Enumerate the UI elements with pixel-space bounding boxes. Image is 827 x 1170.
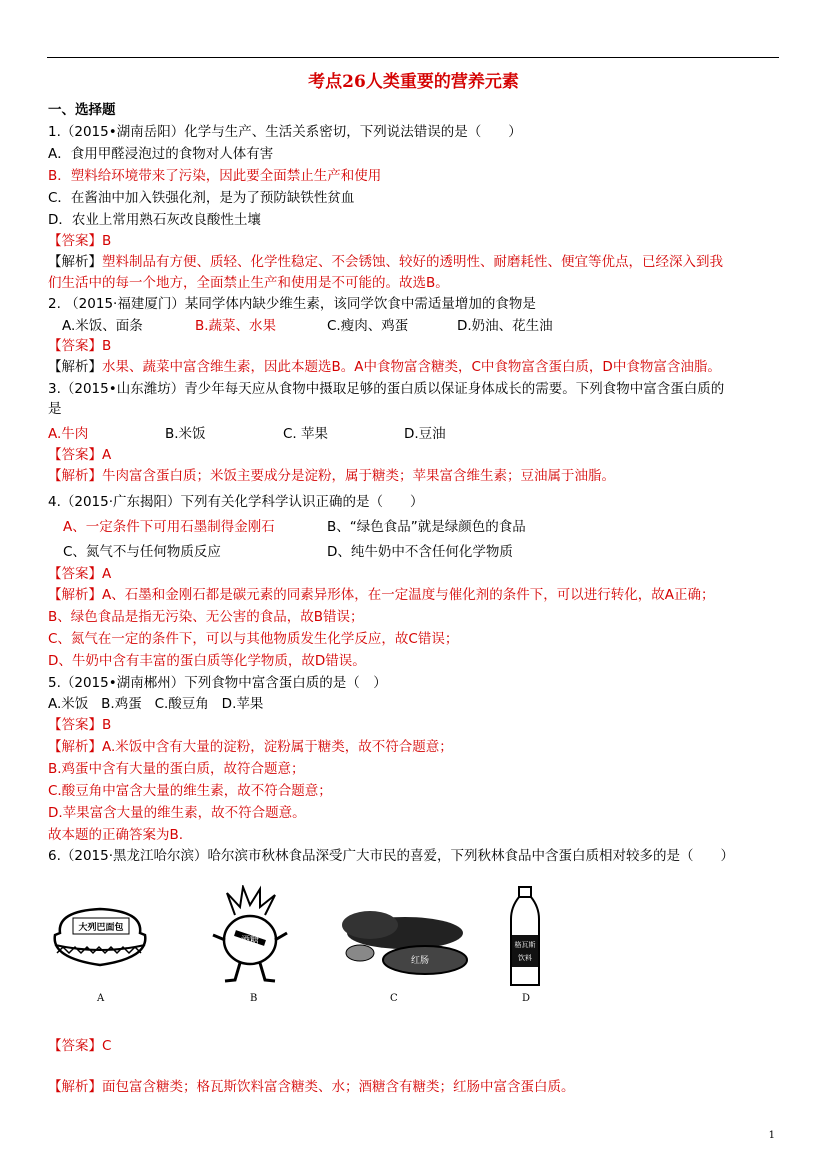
q2-analysis [48,357,721,377]
q1-analysis [48,252,723,272]
q4-option-d: D、纯牛奶中不含任何化学物质 [327,544,513,560]
analysis-text: 面包富含糖类；格瓦斯饮料富含糖类、水；酒糖含有糖类；红肠中富含蛋白质。 [102,1079,575,1095]
q3-option-d: D.豆油 [404,426,446,442]
section-heading: 一、选择题 [48,102,116,118]
analysis-label: 【解析】 [48,739,102,755]
candy-label: 酒糖 [240,936,260,946]
q2-option-c: C.瘦肉、鸡蛋 [327,318,409,334]
q2-option-b: B.蔬菜、水果 [195,318,277,334]
q5-stem: 5.（2015•湖南郴州）下列食物中富含蛋白质的是（ ） [48,675,387,691]
candy-figure [205,885,295,985]
sausage-figure [340,905,470,985]
q4-answer [48,564,111,584]
q1-option-a: A．食用甲醛浸泡过的食物对人体有害 [48,146,274,162]
answer-label: 【答案】 [48,717,102,733]
q1-answer [48,231,111,251]
analysis-label: 【解析】 [48,359,102,375]
bottle-label-1: 格瓦斯 [514,941,536,949]
answer-label: 【答案】 [48,338,102,354]
analysis-text: 水果、蔬菜中富含维生素，因此本题选B。A中食物富含糖类，C中食物富含蛋白质，D中食物富含油脂。 [102,359,721,375]
bread-label: 大列巴面包 [78,923,124,933]
answer-value: B [102,233,112,249]
q3-option-c: C. 苹果 [283,426,329,442]
page-title: 考点26人类重要的营养元素 [308,72,519,92]
analysis-text: A、石墨和金刚石都是碳元素的同素异形体，在一定温度与催化剂的条件下，可以进行转化，故A正确； [102,587,715,603]
q6-analysis [48,1077,575,1097]
q4-option-b: B、“绿色食品”就是绿颜色的食品 [327,519,526,535]
q1-option-b: B．塑料给环境带来了污染，因此要全面禁止生产和使用 [48,168,382,184]
q2-stem: 2. （2015·福建厦门）某同学体内缺少维生素，该同学饮食中需适量增加的食物是 [48,296,536,312]
sausage-label: 红肠 [410,956,430,966]
q4-analysis [48,585,714,605]
q3-stem-cont: 是 [48,401,62,417]
q5-conclusion: 故本题的正确答案为B. [48,827,184,843]
page-number: 1 [768,1130,775,1141]
answer-value: C [102,1038,112,1054]
analysis-label: 【解析】 [48,1079,102,1095]
answer-value: A [102,447,112,463]
q3-stem: 3.（2015•山东潍坊）青少年每天应从食物中摄取足够的蛋白质以保证身体成长的需要。下列食物中富含蛋白质的 [48,381,725,397]
q3-answer [48,445,111,465]
q1-analysis-cont: 们生活中的每一个地方，全面禁止生产和使用是不可能的。故选B。 [48,275,449,291]
analysis-text: 塑料制品有方便、质轻、化学性稳定、不会锈蚀、较好的透明性、耐磨耗性、便宜等优点，已经深入到我 [102,254,723,270]
answer-value: B [102,338,112,354]
figure-d-caption: D [522,993,531,1004]
q1-option-c: C．在酱油中加入铁强化剂，是为了预防缺铁性贫血 [48,190,355,206]
q4-analysis-b: B、绿色食品是指无污染、无公害的食品，故B错误； [48,609,364,625]
figure-b-caption: B [250,993,258,1004]
q2-answer [48,336,111,356]
q3-analysis [48,466,615,486]
q1-stem: 1.（2015•湖南岳阳）化学与生产、生活关系密切，下列说法错误的是（ ） [48,124,522,140]
q5-analysis [48,737,453,757]
q4-analysis-c: C、氮气在一定的条件下，可以与其他物质发生化学反应，故C错误； [48,631,459,647]
q1-option-d: D．农业上常用熟石灰改良酸性土壤 [48,212,261,228]
header-rule [47,57,779,58]
answer-value: B [102,717,112,733]
analysis-text: 牛肉富含蛋白质；米饭主要成分是淀粉，属于糖类；苹果富含维生素；豆油属于油脂。 [102,468,615,484]
q5-options: A.米饭 B.鸡蛋 C.酸豆角 D.苹果 [48,696,264,712]
bread-figure [45,903,155,983]
answer-value: A [102,566,112,582]
q3-option-a: A.牛肉 [48,426,89,442]
q6-figures [45,885,565,1020]
q3-option-b: B.米饭 [165,426,206,442]
bottle-figure [505,885,545,990]
q6-answer [48,1036,111,1056]
q4-option-a: A、一定条件下可用石墨制得金刚石 [63,519,275,535]
q2-option-a: A.米饭、面条 [62,318,143,334]
q4-analysis-d: D、牛奶中含有丰富的蛋白质等化学物质，故D错误。 [48,653,366,669]
q5-answer [48,715,111,735]
figure-c-caption: C [390,993,398,1004]
answer-label: 【答案】 [48,1038,102,1054]
analysis-text: A.米饭中含有大量的淀粉，淀粉属于糖类，故不符合题意； [102,739,453,755]
answer-label: 【答案】 [48,566,102,582]
q4-option-c: C、氮气不与任何物质反应 [63,544,221,560]
analysis-label: 【解析】 [48,468,102,484]
analysis-label: 【解析】 [48,254,102,270]
figure-a-caption: A [97,993,105,1004]
q2-option-d: D.奶油、花生油 [457,318,553,334]
analysis-label: 【解析】 [48,587,102,603]
q5-analysis-c: C.酸豆角中富含大量的维生素，故不符合题意； [48,783,332,799]
q4-stem: 4.（2015·广东揭阳）下列有关化学科学认识正确的是（ ） [48,494,424,510]
q6-stem: 6.（2015·黑龙江哈尔滨）哈尔滨市秋林食品深受广大市民的喜爱，下列秋林食品中含蛋白质相对较多的是（ ） [48,848,735,864]
q5-analysis-d: D.苹果富含大量的维生素，故不符合题意。 [48,805,306,821]
answer-label: 【答案】 [48,233,102,249]
bottle-label-2: 饮料 [518,954,532,962]
answer-label: 【答案】 [48,447,102,463]
q5-analysis-b: B.鸡蛋中含有大量的蛋白质，故符合题意； [48,761,305,777]
